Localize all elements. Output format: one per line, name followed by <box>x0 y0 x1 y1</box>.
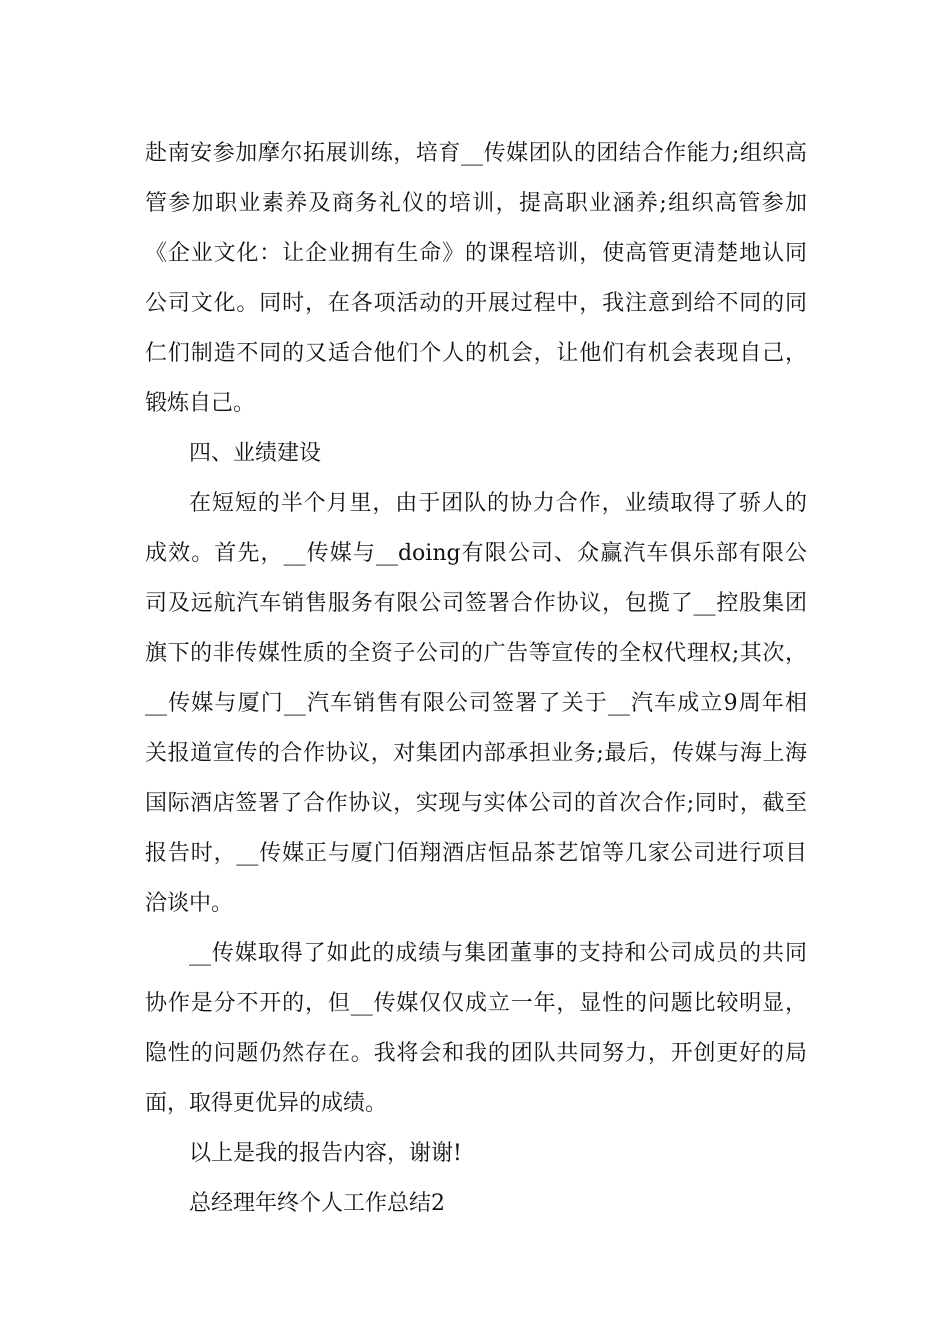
paragraph-2-line-6: 关报道宣传的合作协议，对集团内部承担业务;最后，传媒与海上海 <box>145 741 807 766</box>
paragraph-1-line-1: 赴南安参加摩尔拓展训练，培育__传媒团队的团结合作能力;组织高 <box>145 141 807 166</box>
paragraph-3-line-3: 隐性的问题仍然存在。我将会和我的团队共同努力，开创更好的局 <box>145 1041 807 1066</box>
closing-line: 以上是我的报告内容，谢谢! <box>189 1141 462 1166</box>
paragraph-2-line-2: 成效。首先，__传媒与__doing有限公司、众赢汽车俱乐部有限公 <box>145 541 807 566</box>
paragraph-2-line-8: 报告时，__传媒正与厦门佰翔酒店恒品茶艺馆等几家公司进行项目 <box>145 841 807 866</box>
paragraph-3-line-4: 面，取得更优异的成绩。 <box>145 1091 388 1116</box>
paragraph-1-line-5: 仁们制造不同的又适合他们个人的机会，让他们有机会表现自己， <box>145 341 807 366</box>
paragraph-1-line-2: 管参加职业素养及商务礼仪的培训，提高职业涵养;组织高管参加 <box>145 191 807 216</box>
section-heading: 四、业绩建设 <box>189 441 322 466</box>
paragraph-2-line-4: 旗下的非传媒性质的全资子公司的广告等宣传的全权代理权;其次， <box>145 641 807 666</box>
paragraph-2-line-9: 洽谈中。 <box>145 891 234 916</box>
paragraph-2-line-3: 司及远航汽车销售服务有限公司签署合作协议，包揽了__控股集团 <box>145 591 807 616</box>
paragraph-2-line-1: 在短短的半个月里，由于团队的协力合作，业绩取得了骄人的 <box>189 491 807 516</box>
next-section-title: 总经理年终个人工作总结2 <box>189 1191 445 1216</box>
paragraph-1-line-4: 公司文化。同时，在各项活动的开展过程中，我注意到给不同的同 <box>145 291 807 316</box>
paragraph-3-line-1: __传媒取得了如此的成绩与集团董事的支持和公司成员的共同 <box>189 941 807 966</box>
paragraph-3-line-2: 协作是分不开的，但__传媒仅仅成立一年，显性的问题比较明显， <box>145 991 807 1016</box>
paragraph-1-line-6: 锻炼自己。 <box>145 391 256 416</box>
paragraph-2-line-5: __传媒与厦门__汽车销售有限公司签署了关于__汽车成立9周年相 <box>145 691 807 716</box>
paragraph-1-line-3: 《企业文化：让企业拥有生命》的课程培训，使高管更清楚地认同 <box>145 241 807 266</box>
paragraph-2-line-7: 国际酒店签署了合作协议，实现与实体公司的首次合作;同时，截至 <box>145 791 807 816</box>
document-body <box>145 129 807 1229</box>
